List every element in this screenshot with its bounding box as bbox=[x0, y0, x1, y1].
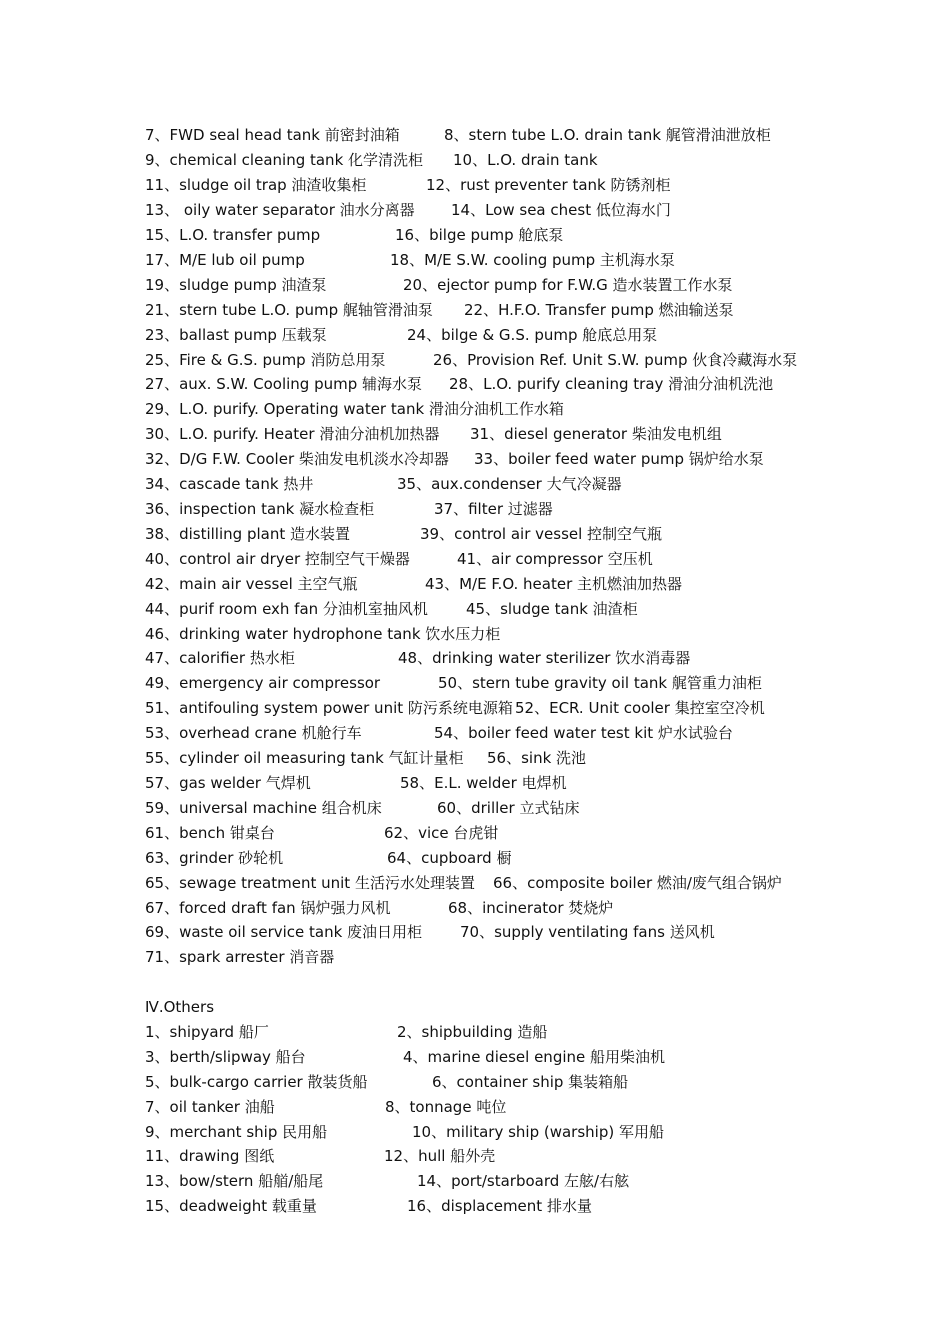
term-right: 39、control air vessel 控制空气瓶 bbox=[420, 525, 663, 543]
term-right: 60、driller 立式钻床 bbox=[437, 799, 580, 817]
term-left: 15、deadweight 载重量 bbox=[145, 1197, 317, 1215]
term-left: 38、distilling plant 造水装置 bbox=[145, 525, 350, 543]
term-right: 14、port/starboard 左舷/右舷 bbox=[417, 1172, 630, 1190]
term-right: 10、L.O. drain tank bbox=[453, 151, 598, 169]
term-right: 68、incinerator 焚烧炉 bbox=[448, 899, 614, 917]
term-left: 1、shipyard 船厂 bbox=[145, 1023, 269, 1041]
term-right: 8、tonnage 吨位 bbox=[385, 1098, 507, 1116]
term-right: 6、container ship 集装箱船 bbox=[432, 1073, 629, 1091]
term-right: 28、L.O. purify cleaning tray 滑油分油机洗池 bbox=[449, 375, 774, 393]
term-left: 36、inspection tank 凝水检查柜 bbox=[145, 500, 375, 518]
term-left: 59、universal machine 组合机床 bbox=[145, 799, 382, 817]
term-right: 58、E.L. welder 电焊机 bbox=[400, 774, 567, 792]
term-right: 52、ECR. Unit cooler 集控室空冷机 bbox=[515, 699, 765, 717]
term-right: 50、stern tube gravity oil tank 艉管重力油柜 bbox=[438, 674, 762, 692]
term-left: 19、sludge pump 油渣泵 bbox=[145, 276, 327, 294]
term-left: 63、grinder 砂轮机 bbox=[145, 849, 284, 867]
term-right: 18、M/E S.W. cooling pump 主机海水泵 bbox=[390, 251, 675, 269]
term-left: 32、D/G F.W. Cooler 柴油发电机淡水冷却器 bbox=[145, 450, 449, 468]
term-right: 70、supply ventilating fans 送风机 bbox=[460, 923, 715, 941]
term-right: 43、M/E F.O. heater 主机燃油加热器 bbox=[425, 575, 683, 593]
term-left: 61、bench 钳桌台 bbox=[145, 824, 275, 842]
term-right: 12、hull 船外壳 bbox=[384, 1147, 496, 1165]
term-left: 49、emergency air compressor bbox=[145, 674, 381, 692]
term-right: 45、sludge tank 油渣柜 bbox=[466, 600, 638, 618]
term-right: 33、boiler feed water pump 锅炉给水泵 bbox=[474, 450, 764, 468]
term-right: 62、vice 台虎钳 bbox=[384, 824, 499, 842]
term-left: 27、aux. S.W. Cooling pump 辅海水泵 bbox=[145, 375, 423, 393]
term-left: 65、sewage treatment unit 生活污水处理装置 bbox=[145, 874, 475, 892]
term-right: 12、rust preventer tank 防锈剂柜 bbox=[426, 176, 671, 194]
term-left: 69、waste oil service tank 废油日用柜 bbox=[145, 923, 423, 941]
term-right: 37、filter 过滤器 bbox=[434, 500, 553, 518]
term-right: 31、diesel generator 柴油发电机组 bbox=[470, 425, 722, 443]
term-left: 9、merchant ship 民用船 bbox=[145, 1123, 328, 1141]
term-left: 9、chemical cleaning tank 化学清洗柜 bbox=[145, 151, 424, 169]
term-right: 54、boiler feed water test kit 炉水试验台 bbox=[434, 724, 733, 742]
term-left: 46、drinking water hydrophone tank 饮水压力柜 bbox=[145, 625, 501, 643]
term-left: 30、L.O. purify. Heater 滑油分油机加热器 bbox=[145, 425, 440, 443]
term-left: 34、cascade tank 热井 bbox=[145, 475, 314, 493]
term-right: 16、bilge pump 舱底泵 bbox=[395, 226, 564, 244]
term-left: 13、 oily water separator 油水分离器 bbox=[145, 201, 415, 219]
term-right: 48、drinking water sterilizer 饮水消毒器 bbox=[398, 649, 691, 667]
term-left: 67、forced draft fan 锅炉强力风机 bbox=[145, 899, 391, 917]
term-right: 4、marine diesel engine 船用柴油机 bbox=[403, 1048, 666, 1066]
term-left: 42、main air vessel 主空气瓶 bbox=[145, 575, 358, 593]
term-right: 20、ejector pump for F.W.G 造水装置工作水泵 bbox=[403, 276, 733, 294]
term-left: 51、antifouling system power unit 防污系统电源箱 bbox=[145, 699, 513, 717]
term-right: 56、sink 洗池 bbox=[487, 749, 587, 767]
term-right: 10、military ship (warship) 军用船 bbox=[412, 1123, 664, 1141]
term-right: 24、bilge & G.S. pump 舱底总用泵 bbox=[407, 326, 658, 344]
term-left: 29、L.O. purify. Operating water tank 滑油分油机工作水箱 bbox=[145, 400, 564, 418]
term-left: 13、bow/stern 船艏/船尾 bbox=[145, 1172, 324, 1190]
term-left: 25、Fire & G.S. pump 消防总用泵 bbox=[145, 351, 386, 369]
term-left: 7、oil tanker 油船 bbox=[145, 1098, 275, 1116]
term-right: 66、composite boiler 燃油/废气组合锅炉 bbox=[493, 874, 782, 892]
term-left: 21、stern tube L.O. pump 艉轴管滑油泵 bbox=[145, 301, 433, 319]
term-left: 11、drawing 图纸 bbox=[145, 1147, 275, 1165]
term-left: 3、berth/slipway 船台 bbox=[145, 1048, 306, 1066]
term-right: 35、aux.condenser 大气冷凝器 bbox=[397, 475, 622, 493]
term-right: 8、stern tube L.O. drain tank 艉管滑油泄放柜 bbox=[444, 126, 771, 144]
term-left: 47、calorifier 热水柜 bbox=[145, 649, 295, 667]
term-right: 16、displacement 排水量 bbox=[407, 1197, 592, 1215]
term-right: 22、H.F.O. Transfer pump 燃油输送泵 bbox=[464, 301, 734, 319]
term-left: 17、M/E lub oil pump bbox=[145, 251, 305, 269]
term-left: 11、sludge oil trap 油渣收集柜 bbox=[145, 176, 367, 194]
term-left: 7、FWD seal head tank 前密封油箱 bbox=[145, 126, 400, 144]
term-left: 53、overhead crane 机舱行车 bbox=[145, 724, 362, 742]
term-left: 57、gas welder 气焊机 bbox=[145, 774, 311, 792]
section-title: Ⅳ.Others bbox=[145, 998, 215, 1016]
term-right: 14、Low sea chest 低位海水门 bbox=[451, 201, 671, 219]
term-left: 44、purif room exh fan 分油机室抽风机 bbox=[145, 600, 428, 618]
term-right: 26、Provision Ref. Unit S.W. pump 伙食冷藏海水泵 bbox=[433, 351, 798, 369]
term-right: 41、air compressor 空压机 bbox=[457, 550, 653, 568]
term-left: 40、control air dryer 控制空气干燥器 bbox=[145, 550, 410, 568]
term-right: 64、cupboard 橱 bbox=[387, 849, 512, 867]
term-left: 5、bulk-cargo carrier 散装货船 bbox=[145, 1073, 368, 1091]
term-left: 23、ballast pump 压载泵 bbox=[145, 326, 327, 344]
term-left: 15、L.O. transfer pump bbox=[145, 226, 321, 244]
term-left: 71、spark arrester 消音器 bbox=[145, 948, 335, 966]
term-right: 2、shipbuilding 造船 bbox=[397, 1023, 548, 1041]
term-left: 55、cylinder oil measuring tank 气缸计量柜 bbox=[145, 749, 464, 767]
